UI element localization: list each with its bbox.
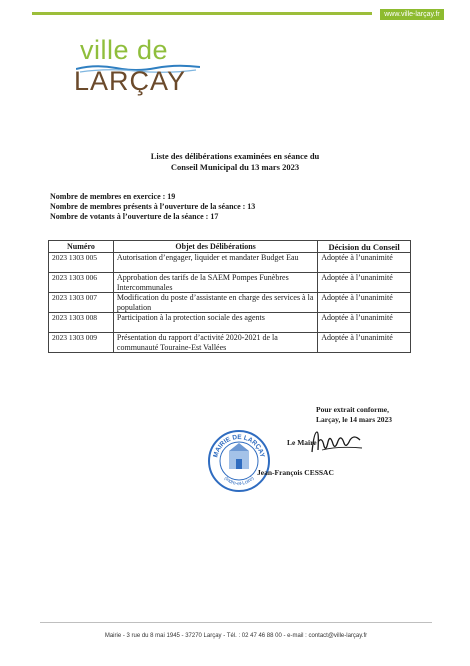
cell-decision: Adoptée à l’unanimité: [318, 273, 411, 293]
svg-text:MAIRIE DE LARÇAY: MAIRIE DE LARÇAY: [212, 433, 266, 459]
cell-numero: 2023 1303 009: [49, 333, 114, 353]
svg-text:(Indre-et-Loire): (Indre-et-Loire): [222, 475, 256, 488]
count-present: Nombre de membres présents à l’ouverture de la séance : 13: [50, 202, 256, 211]
table-header-row: [49, 241, 411, 253]
document-title: [60, 151, 410, 173]
footer-address: Mairie - 3 rue du 8 mai 1945 - 37270 Larçay - Tél. : 02 47 46 88 00 - e-mail : contact@ville-larçay.fr: [104, 633, 368, 639]
cell-objet: Autorisation d’engager, liquider et mandater Budget Eau: [113, 253, 317, 273]
cell-objet: Participation à la protection sociale des agents: [113, 313, 317, 333]
header-numero: Numéro: [49, 241, 114, 253]
table-row: [49, 293, 411, 313]
deliberations-table: [48, 240, 411, 353]
maire-label: Le Maire: [287, 438, 317, 447]
count-members: Nombre de membres en exercice : 19: [50, 192, 176, 201]
member-counts: [50, 192, 255, 222]
count-voters: Nombre de votants à l’ouverture de la séance : 17: [50, 212, 219, 221]
logo-line-larcay: LARÇAY: [74, 66, 187, 96]
header-objet: Objet des Délibérations: [113, 241, 317, 253]
cell-numero: 2023 1303 008: [49, 313, 114, 333]
place-date-line: Larçay, le 14 mars 2023: [316, 415, 393, 424]
signer-name: Jean-François CESSAC: [257, 468, 334, 477]
cell-objet: Présentation du rapport d’activité 2020-2021 de la communauté Touraine-Est Vallées: [113, 333, 317, 353]
cell-decision: Adoptée à l’unanimité: [318, 313, 411, 333]
logo-line-ville-de: ville de: [80, 35, 169, 65]
table-row: [49, 333, 411, 353]
website-url-badge[interactable]: www.ville-larçay.fr: [380, 9, 444, 20]
table-row: [49, 253, 411, 273]
header-decision: Décision du Conseil: [318, 241, 411, 253]
cell-numero: 2023 1303 007: [49, 293, 114, 313]
cell-decision: Adoptée à l’unanimité: [318, 253, 411, 273]
title-line-1: Liste des délibérations examinées en séance du: [150, 151, 320, 161]
cell-objet: Modification du poste d’assistante en charge des services à la population: [113, 293, 317, 313]
mairie-stamp-icon: [207, 429, 271, 493]
cell-decision: Adoptée à l’unanimité: [318, 333, 411, 353]
cell-objet: Approbation des tarifs de la SAEM Pompes Funèbres Intercommunales: [113, 273, 317, 293]
header-green-rule: [32, 12, 372, 15]
title-line-2: Conseil Municipal du 13 mars 2023: [170, 162, 300, 172]
cell-numero: 2023 1303 005: [49, 253, 114, 273]
table-row: [49, 313, 411, 333]
cell-decision: Adoptée à l’unanimité: [318, 293, 411, 313]
table-row: [49, 273, 411, 293]
certification-line: Pour extrait conforme,: [316, 405, 389, 414]
certification-block: [316, 405, 392, 425]
footer-divider: [40, 622, 432, 623]
ville-de-larcay-logo: [74, 36, 204, 96]
handwritten-signature-icon: [308, 428, 366, 456]
cell-numero: 2023 1303 006: [49, 273, 114, 293]
